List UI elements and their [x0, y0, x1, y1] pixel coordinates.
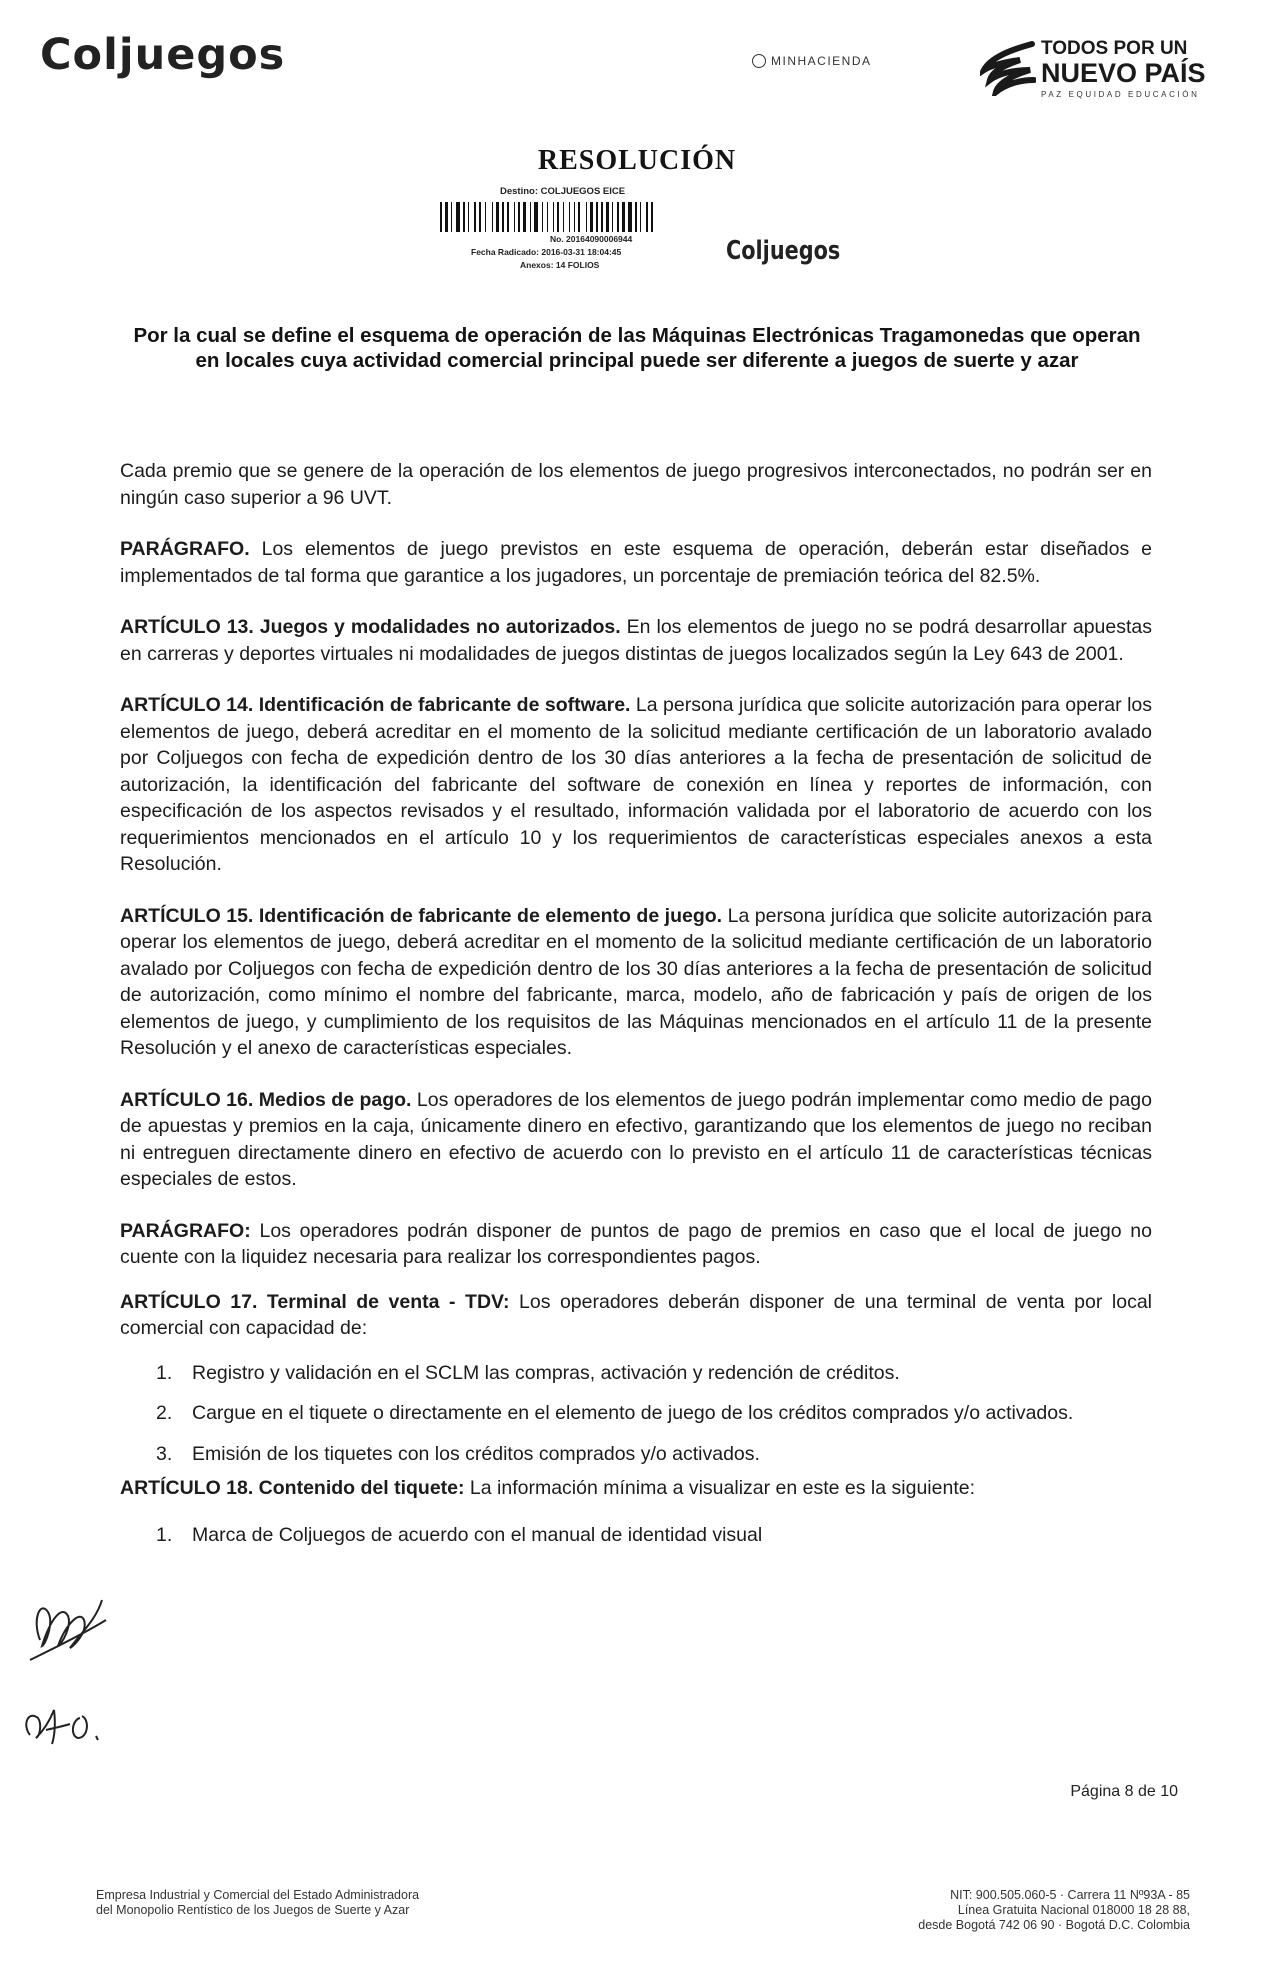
- article-17: [120, 1289, 1152, 1342]
- barcode-bar: [523, 202, 526, 232]
- filing-stamp: [420, 186, 840, 286]
- barcode-bar: [578, 202, 580, 232]
- list-item: [120, 1522, 1152, 1549]
- footer-left-line-1: Empresa Industrial y Comercial del Estado Administradora: [96, 1888, 420, 1902]
- article-18: [120, 1475, 1152, 1502]
- stamp-logo: Coljuegos: [726, 236, 841, 266]
- document-subject: Por la cual se define el esquema de operación de las Máquinas Electrónicas Tragamonedas que operan en locales cuya actividad comercial principal puede ser diferente a juegos de suerte y azar: [133, 324, 1141, 372]
- barcode-bar: [463, 202, 465, 232]
- barcode-bar: [542, 202, 543, 232]
- article-14: [120, 692, 1152, 878]
- swoosh-icon: [980, 40, 1036, 96]
- barcode-bar: [628, 202, 632, 232]
- slogan-line-3: PAZ EQUIDAD EDUCACIÓN: [1041, 90, 1200, 99]
- stamp-fecha: Fecha Radicado: 2016-03-31 18:04:45: [471, 247, 622, 257]
- article-18-list: [120, 1522, 1152, 1549]
- barcode-bar: [485, 202, 486, 232]
- barcode-bar: [553, 202, 554, 232]
- stamp-numero: No. 20164090006944: [550, 234, 633, 244]
- paragraph-premio: Cada premio que se genere de la operación de los elementos de juego progresivos interconectados, no podrán ser en ningún caso superior a 96 UVT.: [120, 460, 1152, 509]
- article-17-list: [120, 1360, 1152, 1468]
- barcode-bar: [451, 202, 452, 232]
- barcode-bar: [534, 202, 538, 232]
- footer-company-info: [96, 1888, 419, 1918]
- article-16-heading: ARTÍCULO 16. Medios de pago.: [120, 1088, 412, 1111]
- barcode-bar: [468, 202, 469, 232]
- article-15-heading: ARTÍCULO 15. Identificación de fabricante de elemento de juego.: [120, 904, 723, 927]
- barcode-bar: [507, 202, 509, 232]
- barcode-icon: [440, 202, 745, 232]
- article-17-text: Los operadores deberán disponer de una terminal de venta por local comercial con capacidad de:: [120, 1290, 1153, 1339]
- barcode-bar: [456, 202, 460, 232]
- list-item-text: Marca de Coljuegos de acuerdo con el manual de identidad visual: [192, 1523, 763, 1546]
- barcode-bar: [640, 202, 641, 232]
- footer-right-line-3: desde Bogotá 742 06 90 · Bogotá D.C. Colombia: [918, 1918, 1190, 1932]
- list-item-number: 2.: [156, 1402, 173, 1424]
- barcode-bar: [601, 202, 603, 232]
- list-item-text: Cargue en el tiquete o directamente en el elemento de juego de los créditos comprados y/o activados.: [192, 1402, 1074, 1424]
- page-number: Página 8 de 10: [1070, 1783, 1178, 1800]
- document-title: RESOLUCIÓN: [537, 145, 737, 176]
- paragrafo-2-text: Los operadores podrán disponer de puntos de pago de premios en caso que el local de juego no cuente con la liquidez necesaria para realizar los correspondientes pagos.: [120, 1219, 1152, 1268]
- ministry-name: MINHACIENDA: [771, 54, 872, 68]
- article-14-heading: ARTÍCULO 14. Identificación de fabricante de software.: [120, 694, 631, 716]
- barcode-bar: [502, 202, 504, 232]
- barcode-bar: [547, 202, 548, 232]
- barcode-bar: [651, 202, 653, 232]
- article-16-text: Los operadores de los elementos de juego podrán implementar como medio de pago de apuestas y premios en la caja, únicamente dinero en efectivo, garantizando que los elementos de juego no reciban ni entreguen directamente dinero en efectivo de acuerdo con lo previsto en el artículo 11 de características técnicas especiales de estos.: [120, 1088, 1152, 1190]
- article-18-heading: ARTÍCULO 18. Contenido del tiquete:: [120, 1477, 465, 1499]
- barcode-bar: [596, 202, 598, 232]
- barcode-bar: [514, 202, 515, 232]
- barcode-bar: [474, 202, 476, 232]
- paragraph-paragrafo-2: [120, 1218, 1152, 1271]
- ministry-logo: [752, 54, 872, 68]
- barcode-bar: [492, 202, 493, 232]
- article-15: [120, 903, 1152, 1062]
- barcode-bar: [622, 202, 625, 232]
- barcode-bar: [606, 202, 609, 232]
- list-item-number: 3.: [156, 1442, 173, 1465]
- barcode-bar: [445, 202, 448, 232]
- footer-right-line-1: NIT: 900.505.060-5 · Carrera 11 Nº93A - 85: [950, 1888, 1190, 1902]
- article-16: [120, 1087, 1152, 1193]
- list-item-number: 1.: [156, 1361, 173, 1384]
- barcode-bar: [635, 202, 637, 232]
- barcode-bar: [646, 202, 648, 232]
- stamp-destino: Destino: COLJUEGOS EICE: [500, 186, 626, 197]
- barcode-bar: [590, 202, 593, 232]
- barcode-bar: [496, 202, 499, 232]
- list-item: [120, 1360, 1152, 1387]
- paragraph-paragrafo-1: [120, 536, 1152, 589]
- article-14-text: La persona jurídica que solicite autorización para operar los elementos de juego, deberá acreditar en el momento de la solicitud mediante certificación de un laboratorio avalado por Coljuegos con fecha de expedición dentro de los 30 días anteriores a la fecha de presentación de solicitud de autorización, la identificación del fabricante del software de conexión en línea y reportes de información, con especificación de los aspectos revisados y el resultado, información validada por el laboratorio de acuerdo con los requerimientos mencionados en el artículo 10 y los requerimientos de características especiales anexos a esta Resolución.: [120, 694, 1152, 875]
- paragrafo-2-label: PARÁGRAFO:: [120, 1219, 251, 1242]
- government-slogan-logo: [980, 36, 1240, 106]
- article-13: [120, 614, 1152, 667]
- footer-right-line-2: Línea Gratuita Nacional 018000 18 28 88,: [957, 1903, 1190, 1917]
- barcode-bar: [617, 202, 619, 232]
- list-item-text: Emisión de los tiquetes con los créditos comprados y/o activados.: [192, 1442, 760, 1465]
- handwritten-initials: [10, 1560, 120, 1760]
- list-item: [120, 1441, 1152, 1468]
- article-15-text: La persona jurídica que solicite autorización para operar los elementos de juego, deberá acreditar en el momento de la solicitud mediante certificación de un laboratorio avalado por Coljuegos con fecha de expedición dentro de los 30 días anteriores a la fecha de presentación de solicitud de autorización, como mínimo el nombre del fabricante, marca, modelo, año de fabricación y país de origen de los elementos de juego, y cumplimiento de los requisitos de las Máquinas mencionados en el artículo 11 de la presente Resolución y el anexo de características especiales.: [120, 904, 1152, 1059]
- article-13-text: En los elementos de juego no se podrá desarrollar apuestas en carreras y deportes virtuales ni modalidades de juegos distintas de juegos localizados según la Ley 643 de 2001.: [120, 616, 1153, 665]
- barcode-bar: [569, 202, 570, 232]
- barcode-bar: [612, 202, 613, 232]
- barcode-bar: [530, 202, 531, 232]
- barcode-bar: [518, 202, 520, 232]
- article-18-text: La información mínima a visualizar en este es la siguiente:: [464, 1477, 976, 1499]
- ministry-seal-icon: [752, 54, 766, 68]
- barcode-bar: [574, 202, 575, 232]
- stamp-anexos: Anexos: 14 FOLIOS: [520, 260, 600, 270]
- list-item: [120, 1400, 1152, 1427]
- barcode-bar: [586, 202, 587, 232]
- paragrafo-1-text: Los elementos de juego previstos en este esquema de operación, deberán estar diseñados e implementados de tal forma que garantice a los jugadores, un porcentaje de premiación teórica del 82.5%.: [120, 538, 1152, 587]
- coljuegos-logo: Coljuegos: [40, 30, 286, 80]
- barcode-bar: [557, 202, 559, 232]
- list-item-number: 1.: [156, 1523, 173, 1546]
- list-item-text: Registro y validación en el SCLM las compras, activación y redención de créditos.: [192, 1361, 900, 1384]
- document-body: [120, 458, 1152, 1562]
- slogan-line-2: NUEVO PAÍS: [1041, 58, 1206, 88]
- paragrafo-1-label: PARÁGRAFO.: [120, 538, 250, 560]
- slogan-line-1: TODOS POR UN: [1041, 38, 1188, 59]
- barcode-bar: [479, 202, 481, 232]
- article-13-heading: ARTÍCULO 13. Juegos y modalidades no autorizados.: [120, 616, 621, 638]
- barcode-bar: [563, 202, 564, 232]
- article-17-heading: ARTÍCULO 17. Terminal de venta - TDV:: [120, 1290, 510, 1313]
- barcode-bar: [440, 202, 442, 232]
- footer-contact-info: [918, 1888, 1190, 1933]
- footer-left-line-2: del Monopolio Rentístico de los Juegos de Suerte y Azar: [96, 1903, 410, 1917]
